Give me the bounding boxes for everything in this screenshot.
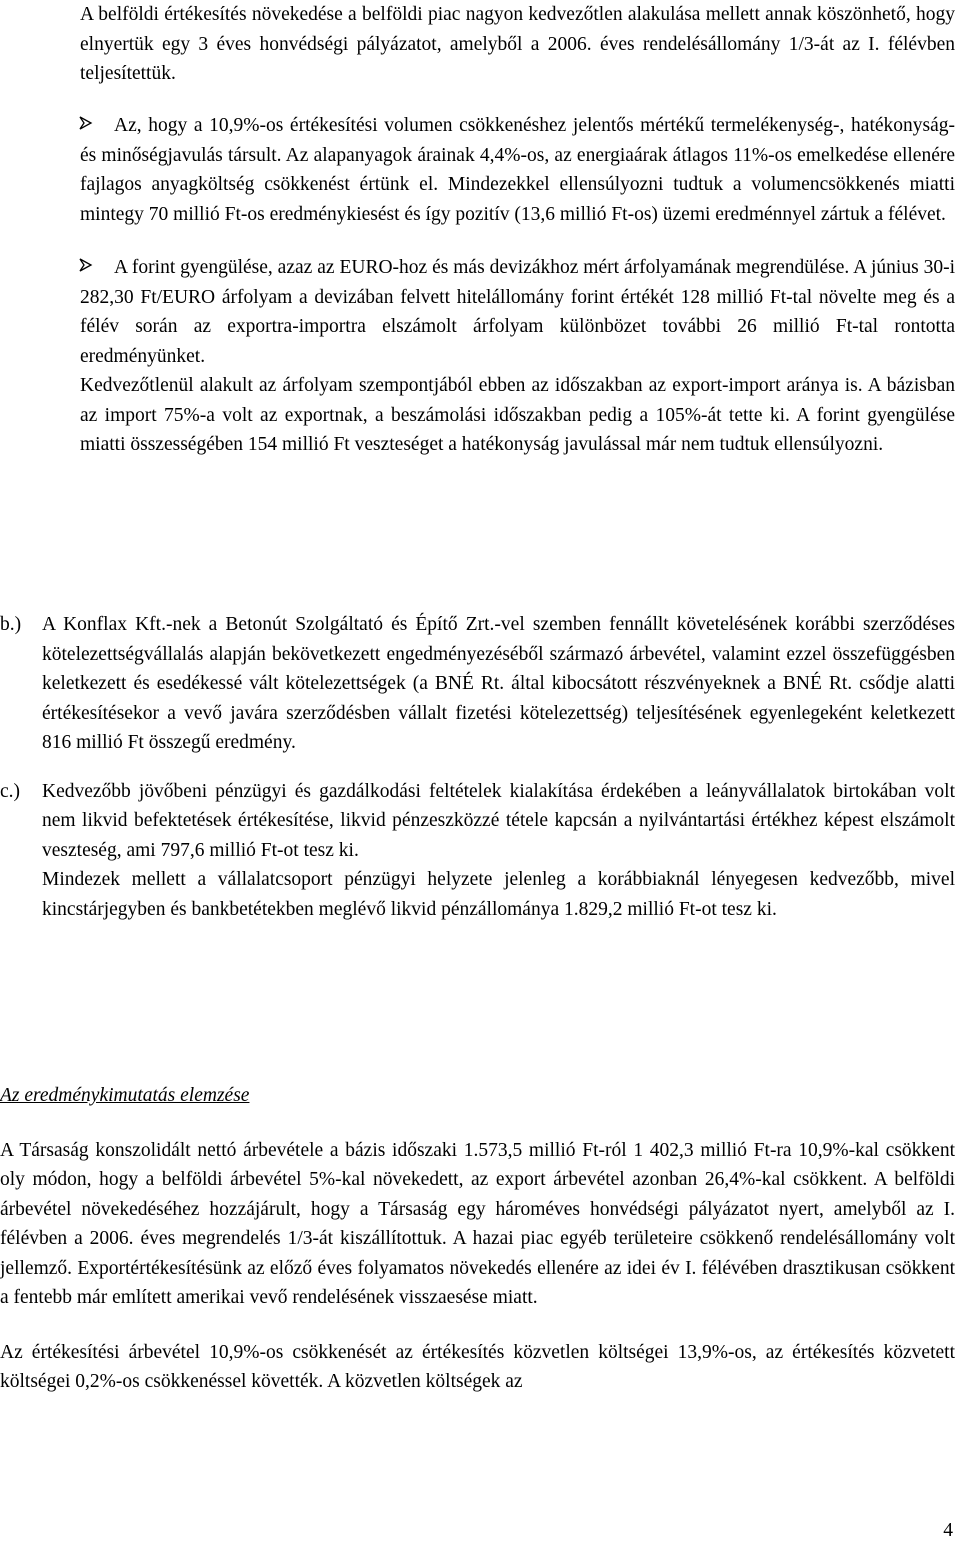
intro-paragraph-block: [80, 0, 955, 89]
bullet-item-1: [80, 111, 955, 229]
bullet-item-2: [80, 253, 955, 460]
analysis-section: [0, 1081, 955, 1422]
bullet-text: A forint gyengülése, azaz az EURO-hoz és más devizákhoz mért árfolyamának megrendülése. A június 30-i 282,30 Ft/EURO árfolyam a devizában felvett hitelállomány forint értékét 128 millió Ft-tal növelte meg és a félév során az exportra-importra elszámolt árfolyam különbözet további 26 millió Ft-tal rontotta eredményünket.: [80, 257, 955, 367]
bullet-text-continuation: Kedvezőtlenül alakult az árfolyam szempontjából ebben az időszakban az export-import aránya is. A bázisban az import 75%-a volt az exportnak, a beszámolási időszakban pedig a 105%-át tette ki. A forint gyengülése miatti összességében 154 millió Ft veszteséget a hatékonyság javulással már nem tudtuk ellensúlyozni.: [80, 375, 955, 455]
intro-paragraph: A belföldi értékesítés növekedése a belföldi piac nagyon kedvezőtlen alakulása mellett annak köszönhető, hogy elnyertük egy 3 éves honvédségi pályázatot, amelyből a 2006. éves rendelésállomány 1/3-át az I. félévben teljesítettük.: [80, 4, 955, 84]
item-text: A Konflax Kft.-nek a Betonút Szolgáltató és Építő Zrt.-vel szemben fennállt követelésének korábbi szerződéses kötelezettségvállalás alapján bekövetkezett engedményezéséből származó árbevétel, valamint ezzel összefüggésben keletkezett és esedékessé vált kötelezettségek (a BNÉ Rt. által kibocsátott részvényeknek a BNÉ Rt. csődje alatti értékesítésekor a vevő javára szerződésben vállalt fizetési kötelezettség) teljesítésének egyenlegeként keletkezett 816 millió Ft összegű eredmény.: [42, 614, 955, 753]
arrow-bullet-icon: [78, 111, 94, 141]
arrow-bullet-icon: [78, 253, 94, 283]
item-marker: b.): [0, 614, 22, 635]
item-text-continuation: Mindezek mellett a vállalatcsoport pénzügyi helyzete jelenleg a korábbiaknál lényegesen kedvezőbb, mivel kincstárjegyben és bankbetétekben meglévő likvid pénzállománya 1.829,2 millió Ft-ot tesz ki.: [42, 869, 955, 920]
page-number: 4: [943, 1520, 953, 1541]
lettered-item-c: [0, 777, 955, 925]
lettered-item-b: [0, 610, 955, 758]
lettered-list: [0, 610, 955, 943]
item-marker: c.): [0, 780, 21, 802]
section-paragraph-2: Az értékesítési árbevétel 10,9%-os csökkenését az értékesítés közvetlen költségei 13,9%-os, az értékesítés közvetett költségei 0,2%-os csökkenéssel követték. A közvetlen költségek az: [0, 1341, 955, 1392]
bullet-list: [80, 111, 955, 484]
item-text: Kedvezőbb jövőbeni pénzügyi és gazdálkodási feltételek kialakítása érdekében a leányvállalatok birtokában volt nem likvid befektetések értékesítése, likvid pénzeszközzé tétele kapcsán a nyilvántartási értékhez képest elszámolt veszteség, ami 797,6 millió Ft-ot tesz ki.: [42, 780, 955, 861]
bullet-text: Az, hogy a 10,9%-os értékesítési volumen csökkenéshez jelentős mértékű termelékenység-, hatékonyság- és minőségjavulás társult. Az alapanyagok árainak 4,4%-os, az energiaárak átlagos 11%-os emelkedése ellenére fajlagos anyagköltség csökkenést értünk el. Mindezekkel ellensúlyozni tudtuk a volumencsökkenés miatti mintegy 70 millió Ft-os eredménykiesést és így pozitív (13,6 millió Ft-os) üzemi eredménnyel zártuk a félévet.: [80, 115, 955, 225]
section-paragraph-1: A Társaság konszolidált nettó árbevétele a bázis időszaki 1.573,5 millió Ft-ról 1 402,3 millió Ft-ra 10,9%-kal csökkent oly módon, hogy a belföldi árbevétel 5%-kal növekedett, az export árbevétel azonban 26,4%-kal csökkent. A belföldi árbevétel növekedéséhez hozzájárult, hogy a Társaság egy hároméves honvédségi pályázatot nyert, amelyből az I. félévben a 2006. éves megrendelés 1/3-át kiszállítottuk. A hazai piac egyéb területeire csökkenő rendelésállomány volt jellemző. Exportértékesítésünk az előző éves folyamatos növekedés ellenére az idei év I. félévében drasztikusan csökkent a fentebb már említett amerikai vevő rendelésének visszaesése miatt.: [0, 1139, 955, 1308]
section-heading: Az eredménykimutatás elemzése: [0, 1085, 250, 1106]
